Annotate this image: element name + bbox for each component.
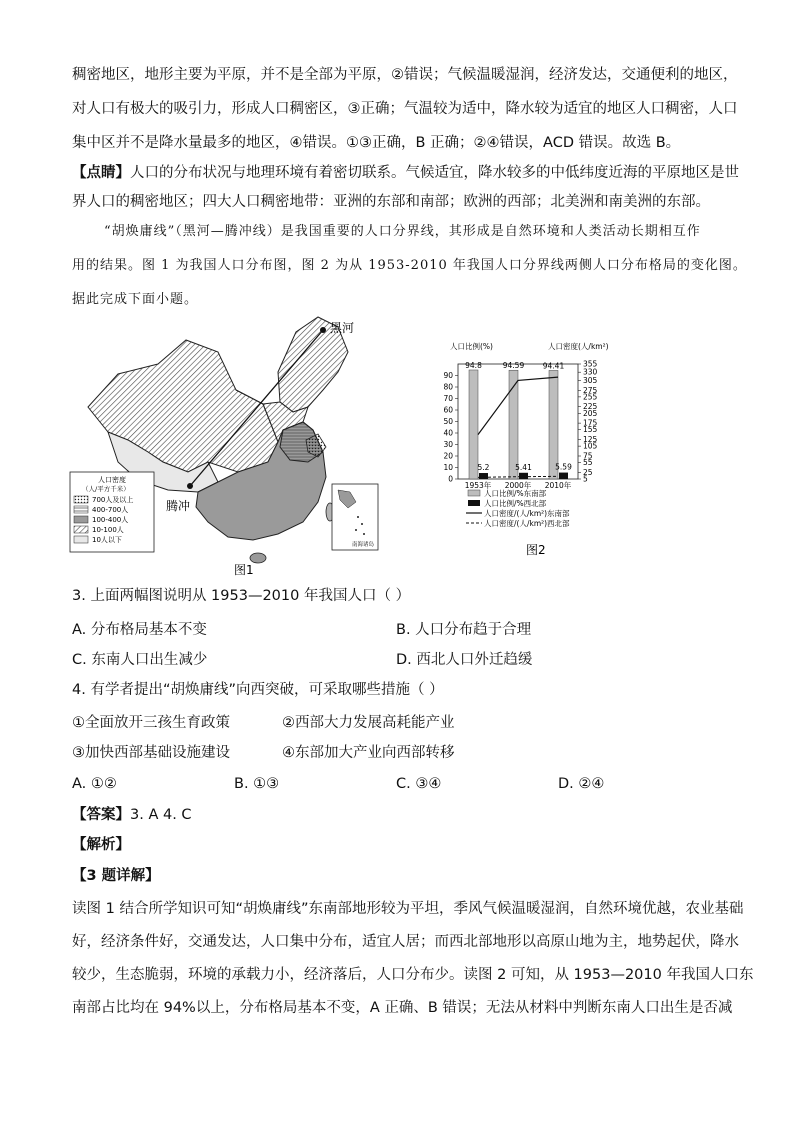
q3-option-d[interactable]: D. 西北人口外迁趋缓: [396, 652, 533, 668]
paragraph-line: 对人口有极大的吸引力，形成人口稠密区，③正确；气温较为适中，降水较为适宜的地区人口稠密，人口: [72, 101, 738, 117]
q4-option-c[interactable]: C. ③④: [396, 776, 442, 792]
left-axis-label: 人口比例(%): [450, 342, 493, 351]
q3-stem: 3. 上面两幅图说明从 1953—2010 年我国人口（ ）: [72, 588, 411, 604]
bar-northwest: [519, 473, 528, 479]
category-label: 2000年: [504, 481, 532, 490]
bar-label-northwest: 5.2: [477, 463, 490, 473]
right-axis-label: 人口密度(人/km²): [548, 342, 609, 351]
chart-caption: 图2: [526, 543, 546, 557]
right-tick-label: 330: [583, 367, 598, 377]
legend-swatch-southeast-bar: [468, 490, 480, 496]
detail-line: 好，经济条件好，交通发达，人口集中分布，适宜人居；而西北部地形以高原山地为主，地势起伏，降水: [72, 934, 739, 950]
category-label: 2010年: [544, 481, 572, 490]
detail-line: 南部占比均在 94%以上，分布格局基本不变，A 正确、B 错误；无法从材料中判断东南人口出生是否减: [72, 1000, 733, 1016]
right-tick-label: 5: [583, 474, 588, 484]
legend-label: 人口比例/%西北部: [484, 499, 547, 508]
left-tick-label: 0: [448, 474, 453, 484]
tengchong-point: [187, 483, 193, 489]
answer-line: [72, 805, 192, 825]
bar-northwest: [479, 473, 488, 479]
right-tick-label: 155: [583, 425, 598, 435]
q4-item-2: ②西部大力发展高耗能产业: [282, 715, 455, 731]
right-tick-label: 275: [583, 385, 598, 395]
tengchong-label: 腾冲: [166, 499, 191, 513]
legend-item: 400-700人: [92, 506, 129, 514]
left-tick-label: 10: [443, 463, 453, 472]
inset-label: 南海诸岛: [352, 542, 375, 548]
left-tick-label: 20: [443, 451, 453, 461]
right-tick-label: 255: [583, 392, 598, 402]
legend-label: 人口比例/%东南部: [484, 489, 547, 498]
left-tick-label: 90: [443, 371, 453, 380]
q4-stem: 4. 有学者提出“胡焕庸线”向西突破，可采取哪些措施（ ）: [72, 682, 444, 698]
answer-tag: 【答案】: [72, 807, 130, 823]
detail-line: 读图 1 结合所学知识可知“胡焕庸线”东南部地形较为平坦，季风气候温暖湿润，自然环境优越，农业基础: [72, 901, 744, 917]
population-chart: [428, 340, 640, 562]
q4-option-d[interactable]: D. ②④: [558, 776, 605, 792]
hainan-island: [250, 553, 266, 563]
left-tick-label: 40: [443, 428, 453, 438]
bar-label-northwest: 5.59: [555, 462, 572, 472]
left-tick-label: 50: [443, 417, 453, 426]
bar-label-southeast: 94.41: [542, 361, 565, 371]
legend-item: 700人及以上: [92, 496, 134, 504]
legend-swatch-northwest-bar: [468, 500, 480, 506]
heihe-point: [320, 327, 326, 333]
legend-item: 10-100人: [92, 526, 124, 534]
tip-text: 人口的分布状况与地理环境有着密切联系。气候适宜，降水较多的中低纬度近海的平原地区是世: [130, 165, 739, 181]
legend-unit: （人/平方千米）: [82, 485, 130, 493]
right-tick-label: 105: [583, 441, 598, 451]
q3-option-c[interactable]: C. 东南人口出生减少: [72, 652, 208, 668]
paragraph-line: 集中区并不是降水量最多的地区，④错误。①③正确，B 正确；②④错误，ACD 错误。故选 B。: [72, 135, 681, 151]
heihe-label: 黑河: [330, 321, 355, 335]
q4-item-3: ③加快西部基础设施建设: [72, 745, 230, 761]
tip-line: [72, 163, 739, 183]
map-caption: 图1: [234, 563, 254, 577]
tip-tag: 【点睛】: [72, 165, 130, 181]
legend-label: 人口密度/(人/km²)西北部: [484, 519, 570, 528]
population-map: [68, 312, 388, 587]
right-tick-label: 55: [583, 458, 593, 468]
bar-northwest: [559, 473, 568, 479]
intro-line: 据此完成下面小题。: [72, 292, 199, 307]
right-tick-label: 355: [583, 359, 598, 369]
bar-label-northwest: 5.41: [515, 462, 532, 472]
q4-option-b[interactable]: B. ①③: [234, 776, 280, 792]
paragraph-line: 稠密地区，地形主要为平原，并不是全部为平原，②错误；气候温暖湿润，经济发达，交通便利的地区，: [72, 67, 738, 83]
legend-label: 人口密度/(人/km²)东南部: [484, 509, 570, 518]
intro-line: “胡焕庸线”（黑河—腾冲线）是我国重要的人口分界线，其形成是自然环境和人类活动长期相互作: [104, 224, 701, 239]
bar-label-southeast: 94.59: [502, 361, 525, 371]
intro-line: 用的结果。图 1 为我国人口分布图，图 2 为从 1953-2010 年我国人口分界线两侧人口分布格局的变化图。: [72, 258, 747, 273]
left-tick-label: 60: [443, 405, 453, 415]
q4-option-a[interactable]: A. ①②: [72, 776, 117, 792]
legend-title: 人口密度: [98, 476, 126, 484]
analysis-tag: 【解析】: [72, 837, 130, 853]
left-tick-label: 80: [443, 382, 453, 392]
left-tick-label: 70: [443, 394, 453, 403]
legend-item: 100-400人: [92, 516, 129, 524]
detail-tag: 【3 题详解】: [72, 868, 160, 884]
bar-label-southeast: 94.8: [465, 360, 482, 370]
answer-text: 3. A 4. C: [130, 807, 192, 823]
legend-item: 10人以下: [92, 536, 122, 544]
right-tick-label: 125: [583, 435, 598, 445]
right-tick-label: 305: [583, 375, 598, 385]
right-tick-label: 25: [583, 467, 593, 477]
category-label: 1953年: [464, 481, 492, 490]
right-tick-label: 175: [583, 418, 598, 428]
right-tick-label: 75: [583, 451, 593, 461]
paragraph-line: 界人口的稠密地区；四大人口稠密地带：亚洲的东部和南部；欧洲的西部；北美洲和南美洲的东部。: [72, 194, 710, 210]
left-tick-label: 30: [443, 440, 453, 449]
q4-item-1: ①全面放开三孩生育政策: [72, 715, 230, 731]
q4-item-4: ④东部加大产业向西部转移: [282, 745, 455, 761]
q3-option-b[interactable]: B. 人口分布趋于合理: [396, 622, 532, 638]
q3-option-a[interactable]: A. 分布格局基本不变: [72, 622, 207, 638]
detail-line: 较少，生态脆弱，环境的承载力小，经济落后，人口分布少。读图 2 可知，从 1953—2010 年我国人口东: [72, 967, 754, 983]
right-tick-label: 225: [583, 402, 598, 412]
right-tick-label: 205: [583, 408, 598, 418]
